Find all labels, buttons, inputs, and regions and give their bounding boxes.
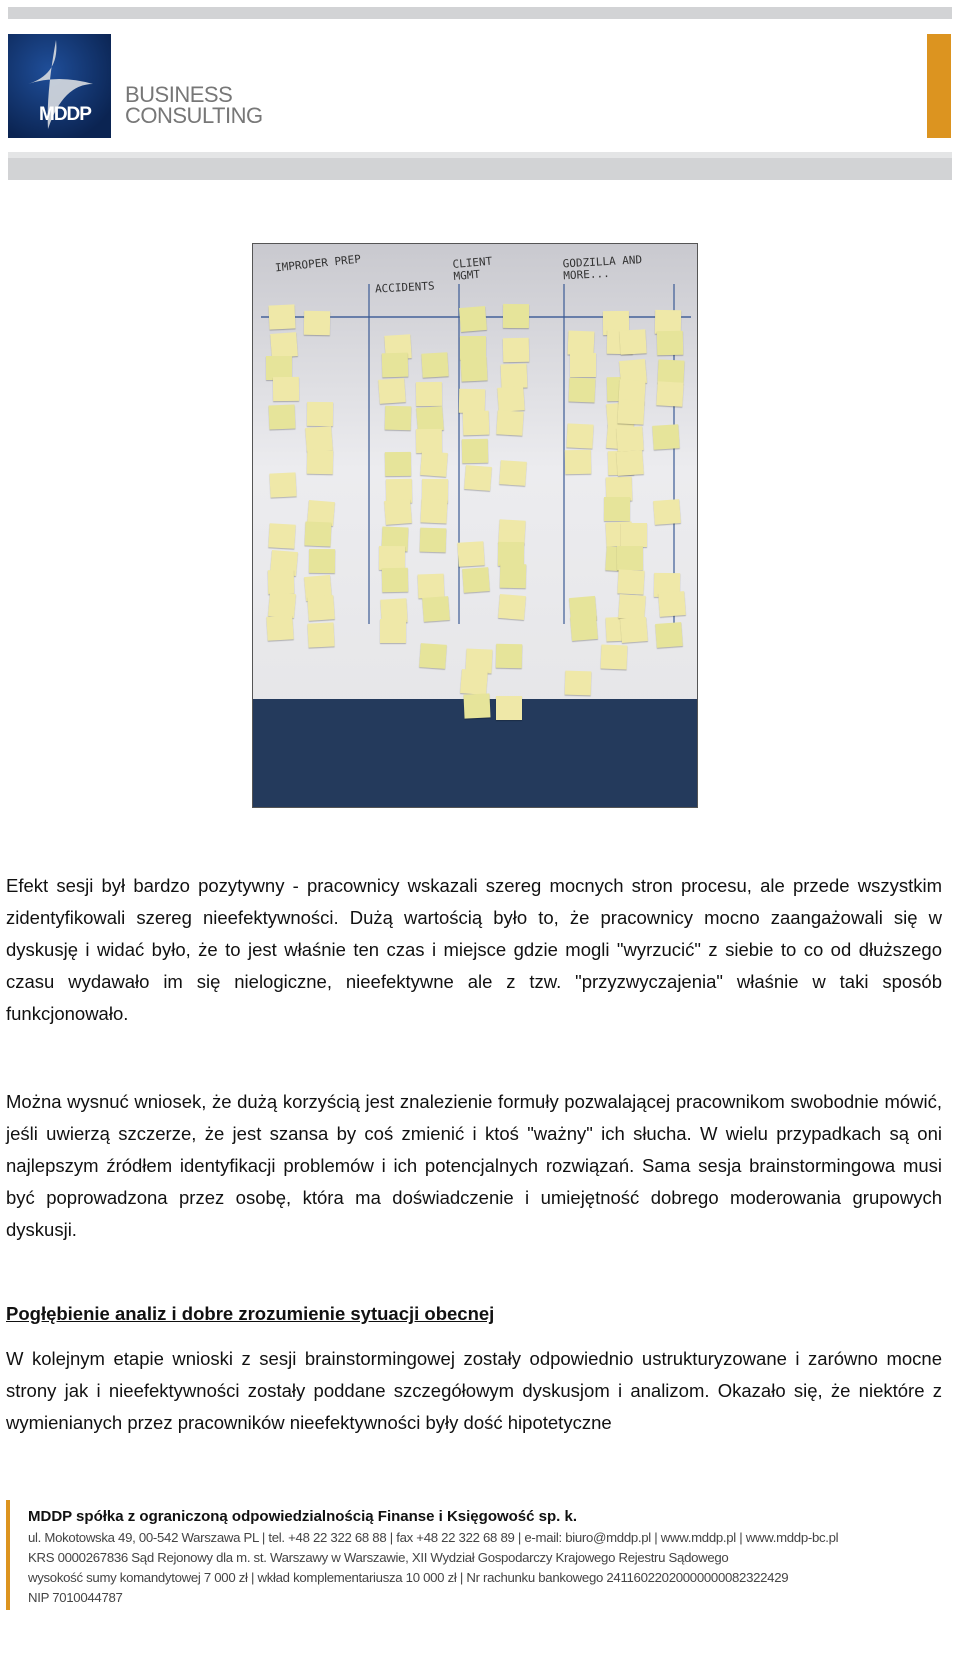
mddp-logo <box>8 34 111 138</box>
sticky-note <box>269 405 296 430</box>
footer-registry: KRS 0000267836 Sąd Rejonowy dla m. st. Warszawy w Warszawie, XII Wydział Gospodarczy Krajowego Rejestru Sądowego <box>28 1550 729 1565</box>
sticky-note <box>570 615 598 641</box>
sticky-note <box>499 594 527 620</box>
sticky-note <box>419 528 446 553</box>
sticky-note <box>303 311 329 335</box>
sticky-note <box>503 337 529 362</box>
sticky-note <box>498 542 524 566</box>
sticky-note <box>568 330 595 355</box>
sticky-note <box>306 402 332 426</box>
sticky-note <box>617 546 643 570</box>
sticky-note <box>270 472 297 497</box>
sticky-note <box>565 671 592 696</box>
sticky-note <box>616 426 643 452</box>
sticky-note <box>416 382 442 406</box>
sticky-note <box>379 546 405 570</box>
sticky-note <box>619 329 646 354</box>
sticky-note <box>463 694 490 719</box>
column-label: GODZILLA AND MORE... <box>562 253 643 283</box>
sticky-note <box>565 450 591 475</box>
sticky-note <box>268 523 295 548</box>
sticky-note <box>652 425 679 451</box>
column-label: ACCIDENTS <box>374 279 435 296</box>
sticky-note <box>465 465 493 491</box>
sticky-note <box>385 405 412 430</box>
sticky-note <box>503 304 529 328</box>
paragraph-3: W kolejnym etapie wnioski z sesji brainstormingowej zostały odpowiednio ustrukturyzowane i zarówno mocne strony jak i nieefektywności zostały poddane szczegółowym dyskusjom i analizom. Okazało się, że niektóre z wymienianych przez pracowników nieefektywności były dość hipotetyczne <box>6 1348 942 1433</box>
sticky-note <box>618 594 646 620</box>
paragraph-2: Można wysnuć wniosek, że dużą korzyścią jest znalezienie formuły pozwalającej pracownikom swobodnie mówić, jeśli uwierzą szczerze, że jest szansa by coś zmienić i ktoś "ważny" ich słucha. W wielu przypadkach są oni najlepszym źródłem identyfikacji problemów i ich potencjalnych rozwiązań. Sama sesja brainstormingowa musi być poprowadzona przez osobę, która ma doświadczenie i umiejętność dobrego moderowania grupowych dyskusji. <box>6 1091 942 1240</box>
sticky-note <box>616 450 644 476</box>
brand-name <box>125 84 263 126</box>
logo-text: MDDP <box>39 104 91 125</box>
sticky-note <box>653 499 681 525</box>
board-grid-line <box>368 284 370 624</box>
footer-capital: wysokość sumy komandytowej 7 000 zł | wkład komplementariusza 10 000 zł | Nr rachunku bankowego 24116022020000000082322429 <box>28 1570 789 1585</box>
sticky-note <box>305 426 333 452</box>
brainstorming-whiteboard-photo <box>252 243 698 808</box>
sticky-note <box>268 569 294 593</box>
sticky-note <box>462 439 488 464</box>
sticky-note <box>496 696 522 720</box>
header-accent-bar <box>927 34 951 138</box>
sticky-note <box>658 591 686 617</box>
sticky-note <box>463 410 490 435</box>
sticky-note <box>307 450 333 474</box>
sticky-note <box>500 363 527 388</box>
sticky-note <box>458 541 485 567</box>
sticky-note <box>604 497 630 521</box>
sticky-note <box>618 569 645 594</box>
sticky-note <box>497 386 524 412</box>
sticky-note <box>416 429 442 453</box>
sticky-note <box>621 523 647 547</box>
brand-line-1: BUSINESS <box>125 82 233 107</box>
brand-line-2: CONSULTING <box>125 103 263 128</box>
sticky-note <box>417 573 444 598</box>
sticky-note <box>380 619 406 643</box>
column-label: CLIENT MGMT <box>452 254 493 284</box>
sticky-note <box>461 356 488 381</box>
paragraph-1: Efekt sesji był bardzo pozytywny - pracownicy wskazali szereg mocnych stron procesu, ale przede wszystkim zidentyfikowali szereg nieefektywności. Dużą wartością było to, że pracownicy mocno zaangażowali się w dyskusję i widać było, że to jest właśnie ten czas i miejsce gdzie mogli "wyrzucić" z siebie to co od dłuższego czasu wydawało im się nielogiczne, nieefektywne ale z tzw. "przyzwyczajenia" właśnie w taki sposób funkcjonowało. <box>6 875 942 1024</box>
sticky-note <box>567 423 594 448</box>
header-bottom-bar <box>8 152 952 180</box>
footer-nip: NIP 7010044787 <box>28 1590 123 1605</box>
sticky-note <box>496 410 523 435</box>
column-label: IMPROPER PREP <box>274 252 362 275</box>
sticky-note <box>378 378 406 404</box>
sticky-note <box>657 381 684 406</box>
sticky-note <box>382 568 408 592</box>
sticky-note <box>620 617 648 643</box>
sticky-note <box>268 592 296 618</box>
sticky-note <box>655 622 683 648</box>
header-top-bar <box>8 7 952 19</box>
sticky-note <box>459 306 487 332</box>
sticky-note <box>273 377 299 401</box>
footer-company: MDDP spółka z ograniczoną odpowiedzialnością Finanse i Księgowość sp. k. <box>28 1508 578 1525</box>
sticky-note <box>382 352 409 377</box>
sticky-note <box>460 669 488 695</box>
sticky-note <box>657 330 683 355</box>
sticky-note <box>270 332 298 358</box>
sticky-note <box>305 521 332 546</box>
board-grid-line <box>458 284 460 624</box>
sticky-note <box>269 304 296 329</box>
sticky-note <box>496 644 522 669</box>
footer <box>6 1500 950 1610</box>
sticky-note <box>422 352 449 377</box>
sticky-note <box>499 564 525 589</box>
sticky-note <box>570 353 596 377</box>
sticky-note <box>617 400 644 425</box>
sticky-note <box>385 452 411 476</box>
sticky-note <box>421 499 448 524</box>
section-heading: Pogłębienie analiz i dobre zrozumienie sytuacji obecnej <box>6 1303 495 1324</box>
sticky-note <box>420 451 448 477</box>
sticky-note <box>307 595 335 621</box>
sticky-note <box>419 644 447 670</box>
sticky-note <box>601 644 628 669</box>
sticky-note <box>462 567 490 593</box>
sticky-note <box>422 596 450 622</box>
sticky-note <box>266 615 293 641</box>
sticky-note <box>499 460 527 486</box>
sticky-note <box>384 499 412 525</box>
footer-contact: ul. Mokotowska 49, 00-542 Warszawa PL | tel. +48 22 322 68 88 | fax +48 22 322 68 89 | e-mail: biuro@mddp.pl | www.mddp.pl | www.mddp-bc.pl <box>28 1530 839 1545</box>
sticky-note <box>309 549 335 573</box>
sticky-note <box>498 519 525 544</box>
sticky-note <box>568 377 595 402</box>
sticky-note <box>308 622 335 647</box>
